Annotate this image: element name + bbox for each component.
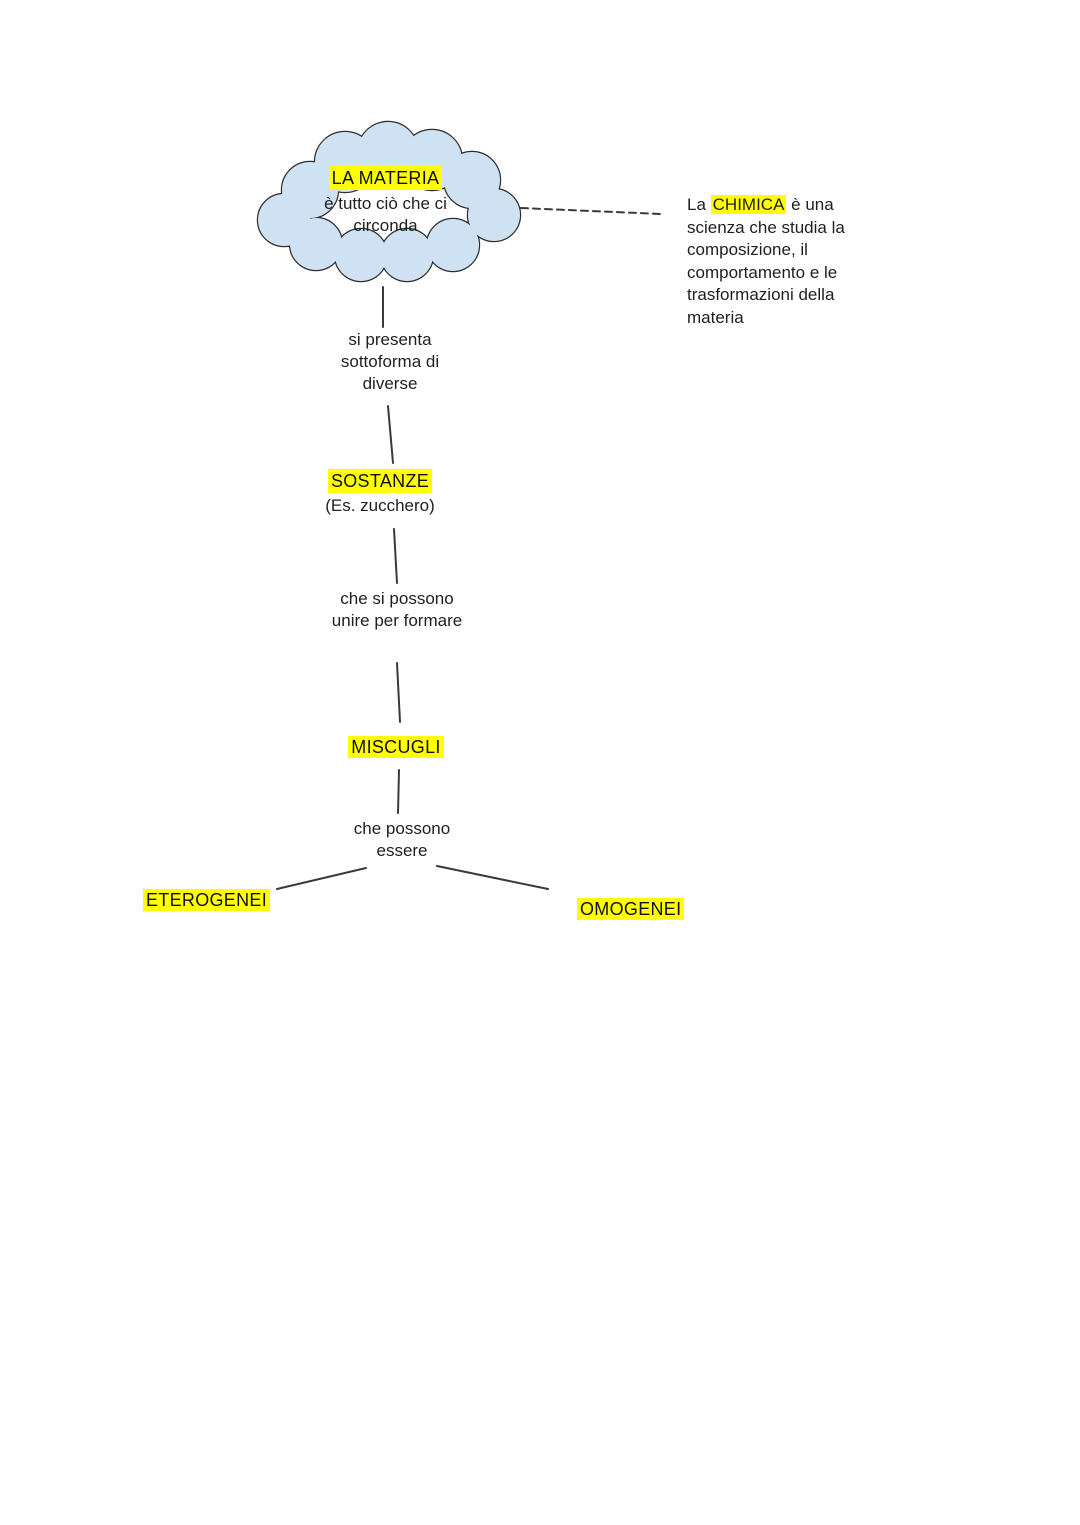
root-node-subtitle: è tutto ciò che ci circonda [324, 194, 447, 235]
node-miscugli [331, 736, 461, 759]
root-node-title: LA MATERIA [329, 166, 443, 190]
node-sostanze-label: SOSTANZE [328, 469, 432, 493]
edge-sostanze-to-unire [394, 529, 397, 583]
edge-presenta-to-sostanze [388, 406, 393, 463]
side-note-suffix: è una scienza che studia la composizione, il comportamento e le trasformazioni della materia [687, 195, 845, 327]
node-miscugli-label: MISCUGLI [348, 736, 443, 758]
edge-possono-to-omogenei [437, 866, 548, 889]
edge-cloud-to-chimica-dashed [521, 208, 661, 214]
edge-possono-to-eterogenei [277, 868, 366, 889]
node-eterogenei-label: ETEROGENEI [143, 889, 270, 911]
edge-label-presenta: si presenta sottoforma di diverse [340, 330, 440, 393]
side-note-highlight-chimica: CHIMICA [712, 195, 785, 214]
node-eterogenei [143, 890, 270, 911]
side-note-prefix: La [687, 195, 711, 214]
edge-unire-to-miscugli [397, 663, 400, 722]
edge-miscugli-to-possono [398, 770, 399, 813]
node-omogenei [577, 899, 684, 920]
node-sostanze [315, 469, 445, 517]
root-node-la-materia [248, 166, 523, 237]
side-note-chimica [687, 194, 871, 329]
node-omogenei-label: OMOGENEI [577, 898, 684, 920]
edge-label-unire: che si possono unire per formare [331, 589, 463, 630]
edge-label-possono: che possono essere [353, 819, 451, 860]
node-sostanze-example: (Es. zucchero) [325, 496, 435, 515]
